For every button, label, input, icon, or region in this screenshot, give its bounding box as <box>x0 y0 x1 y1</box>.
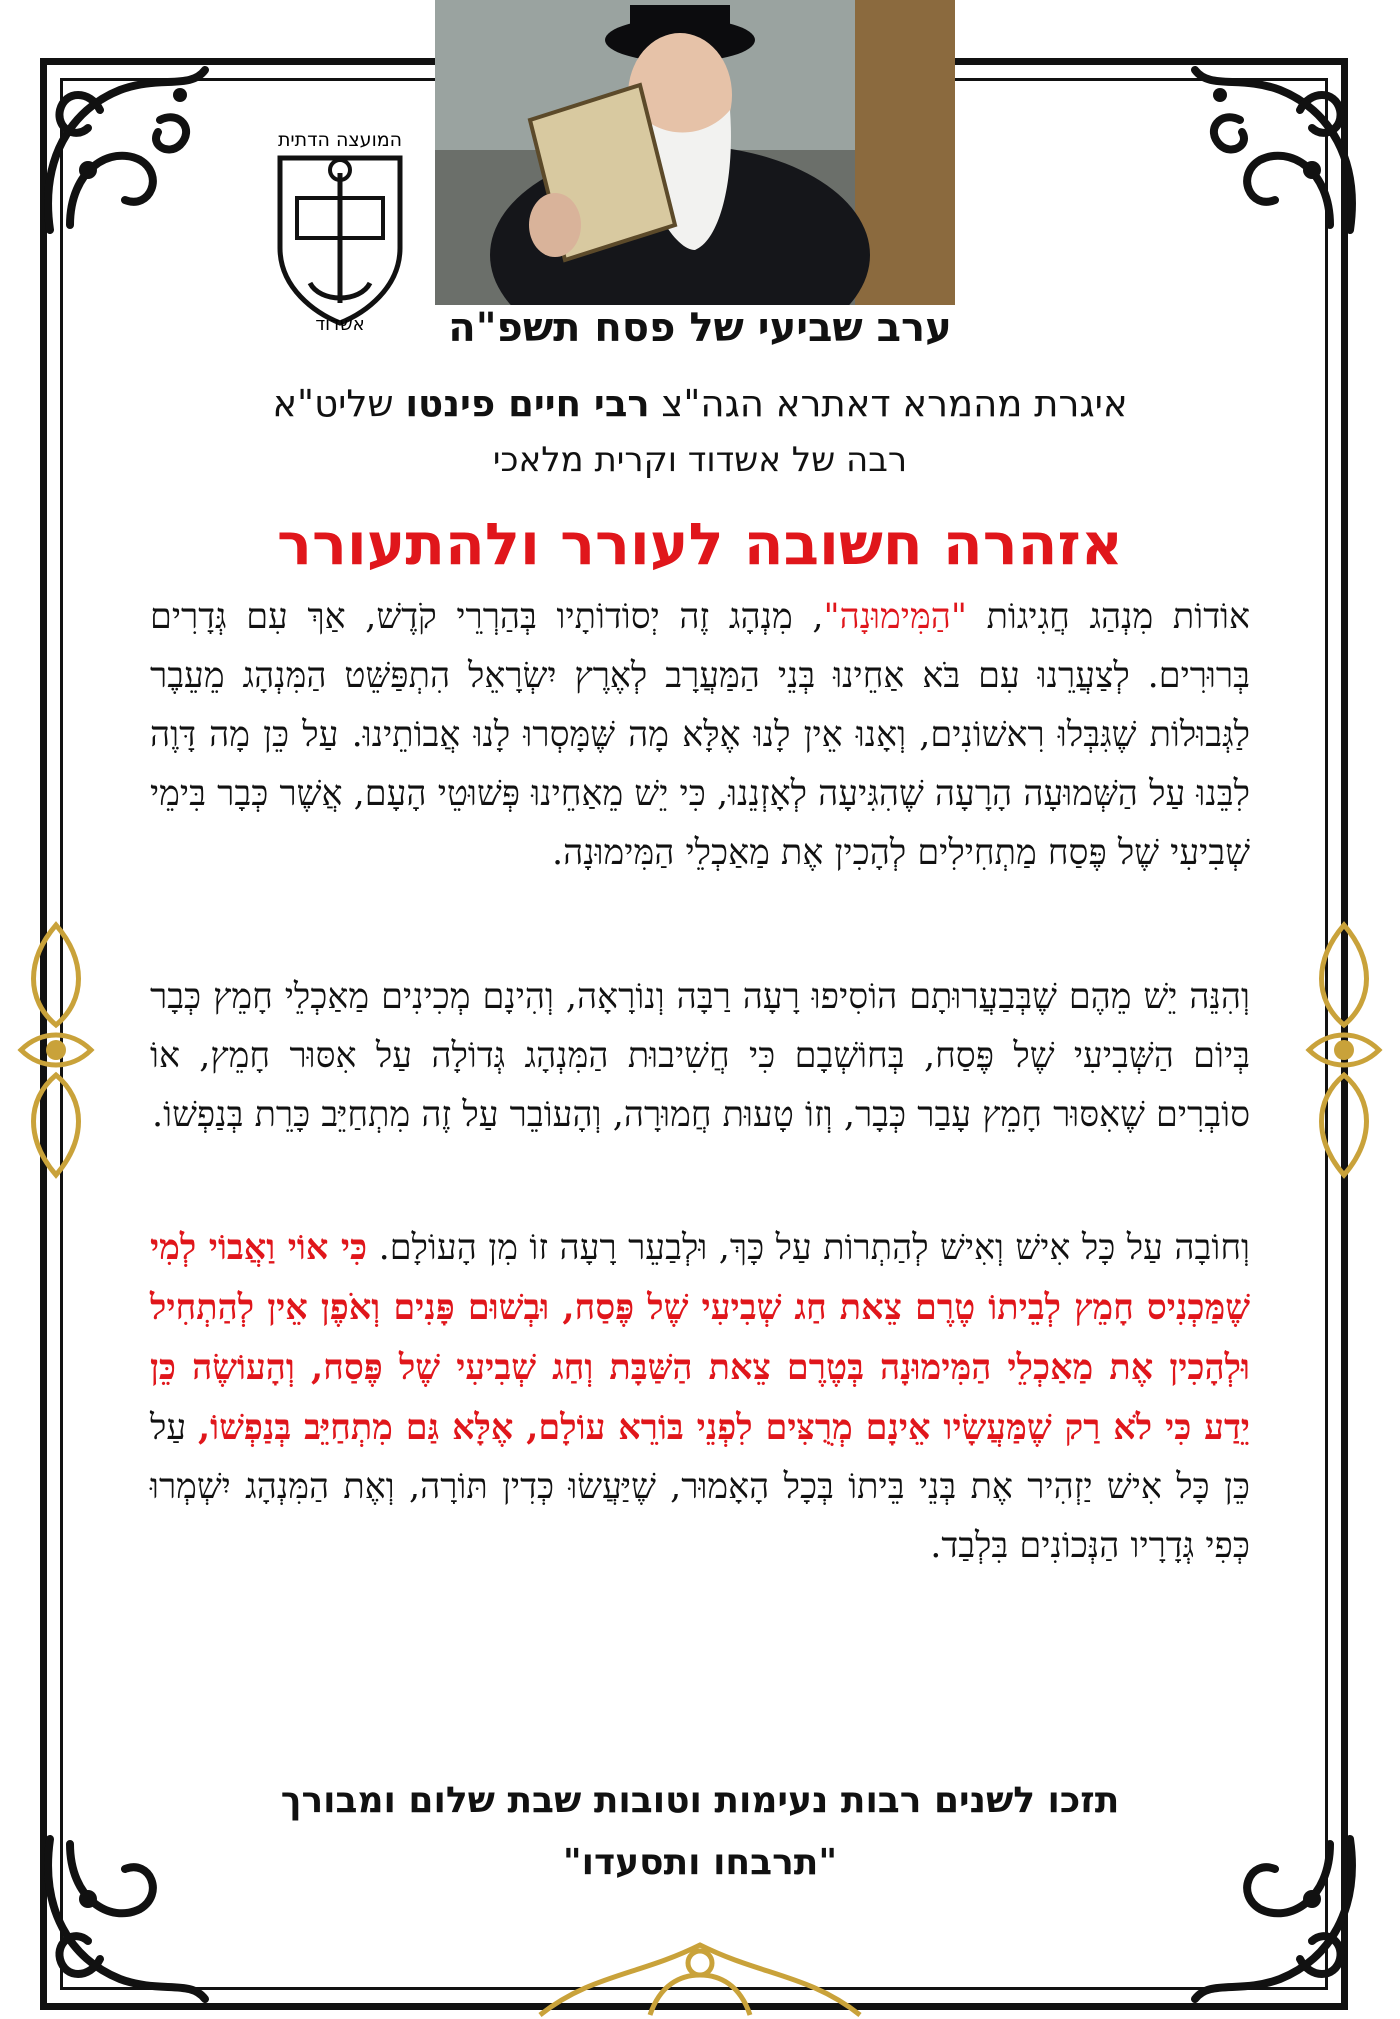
gold-bottom-ornament-icon <box>530 1935 870 2019</box>
logo-text: המועצה הדתית <box>277 129 403 151</box>
headline: אזהרה חשובה לעורר ולהתעורר <box>277 510 1123 578</box>
gold-side-ornament-icon <box>16 920 96 1180</box>
corner-ornament-icon <box>30 50 220 240</box>
paragraph-3-end: עַל כֵּן כָּל אִישׁ יַזְהִיר אֶת בְּנֵי בֵּיתוֹ בְּכָל הָאָמוּר, שֶׁיַּעֲשׂוּ כְּדִין תּוֹרָה, וְאֶת הַמִּנְהָג יִשְׁמְרוּ כְּפִי גְּדָרָיו הַנְּכוֹנִים בִּלְבַד. <box>150 1408 1250 1566</box>
religious-council-logo <box>255 118 425 333</box>
rabbi-photo <box>435 0 955 305</box>
paragraph-3 <box>150 1218 1250 1576</box>
author-name: רבי חיים פינטו <box>405 382 650 425</box>
logo-city-text: אשדוד <box>315 314 365 333</box>
paragraph-1 <box>150 588 1250 883</box>
paragraph-1-rest: , מִנְהָג זֶה יְסוֹדוֹתָיו בְּהַרְרֵי קֹדֶשׁ, אַךְ עִם גְּדָרִים בְּרוּרִים. לְצַעֲרֵנוּ עִם בֹּא אַחֵינוּ בְּנֵי הַמַּעֲרָב לְאֶרֶץ יִשְׂרָאֵל הִתְפַּשֵּׁט הַמִּנְהָג מֵעֵבֶר לַגְּבוּלוֹת שֶׁגִּבְּלוּ רִאשׁוֹנִים, וְאָנוּ אֵין לָנוּ אֶלָּא מָה שֶּׁמָּסְרוּ לָנוּ אֲבוֹתֵינוּ. עַל כֵּן מָה דָּוֶה לִבֵּנוּ עַל הַשְּׁמוּעָה הָרָעָה שֶׁהִגִּיעָה לְאָזְנֵנוּ, כִּי יֵשׁ מֵאַחֵינוּ פְּשׁוּטֵי הָעָם, אֲשֶׁר כְּבָר בִּימֵי שְׁבִיעִי שֶׁל פֶּסַח מַתְחִילִים לְהָכִין אֶת מַאַכְלֵי הַמִּימוּנָה. <box>150 597 1250 873</box>
paragraph-3-warning: כִּי אוֹי וַאֲבוֹי לְמִי שֶׁמַּכְנִיס חָמֵץ לְבֵיתוֹ טֶרֶם צֵאת חַג שְׁבִיעִי שֶׁל פֶּסַח, וּבְשׁוּם פָּנִים וְאֹפֶן אֵין לְהַתְחִיל וּלְהָכִין אֶת מַאַכְלֵי הַמִּימוּנָה בְּטֶרֶם צֵאת הַשַּׁבָּת וְחַג שְׁבִיעִי שֶׁל פֶּסַח, וְהָעוֹשֶׂה כֵּן יֵדַע כִּי לֹא רַק שֶׁמַּעֲשָׂיו אֵינָם מְרֻצִּים לִפְנֵי בּוֹרֵא עוֹלָם, אֶלָּא גַּם מִתְחַיֵּב בְּנַפְשׁוֹ, <box>150 1227 1250 1448</box>
date-line: ערב שביעי של פסח תשפ"ה <box>448 305 952 351</box>
author-suffix: שליט"א <box>272 382 394 425</box>
mimouna-quote: "הַמִּימוּנָה" <box>823 597 967 637</box>
paragraph-1-start: אוֹדוֹת מִנְהַג חֲגִיגוֹת <box>966 597 1250 637</box>
corner-ornament-icon <box>1180 50 1370 240</box>
closing-blessing <box>110 1770 1290 1894</box>
closing-line-1: תזכו לשנים רבות נעימות וטובות שבת שלום ומבורך <box>280 1780 1120 1821</box>
author-prefix: איגרת מהמרא דאתרא הגה"צ <box>661 382 1128 425</box>
paragraph-3-start: וְחוֹבָה עַל כָּל אִישׁ וְאִישׁ לְהַתְרוֹת עַל כָּךְ, וּלְבַעֵר רָעָה זוֹ מִן הָעוֹלָם. <box>367 1228 1250 1268</box>
author-line <box>110 382 1290 425</box>
paragraph-2: וְהִנֵּה יֵשׁ מֵהֶם שֶׁבְּבַעֲרוּתָם הוֹסִיפוּ רָעָה רַבָּה וְנוֹרָאָה, וְהִינָם מְכִינִים מַאַכְלֵי חָמֵץ כְּבָר בְּיוֹם הַשְּׁבִיעִי שֶׁל פֶּסַח, בְּחוֹשְׁבָם כִּי חֲשִׁיבוּת הַמִּנְהָג גְּדוֹלָה עַל אִסּוּר חָמֵץ, אוֹ סוֹבְרִים שֶׁאִסּוּר חָמֵץ עָבַר כְּבָר, וְזוֹ טָעוּת חֲמוּרָה, וְהָעוֹבֵר עַל זֶה מִתְחַיֵּב כָּרֵת בְּנַפְשׁוֹ. <box>150 977 1250 1135</box>
author-title: רבה של אשדוד וקרית מלאכי <box>492 440 908 480</box>
gold-side-ornament-icon <box>1304 920 1384 1180</box>
closing-line-2: "תרבחו ותסעדו" <box>562 1842 838 1883</box>
